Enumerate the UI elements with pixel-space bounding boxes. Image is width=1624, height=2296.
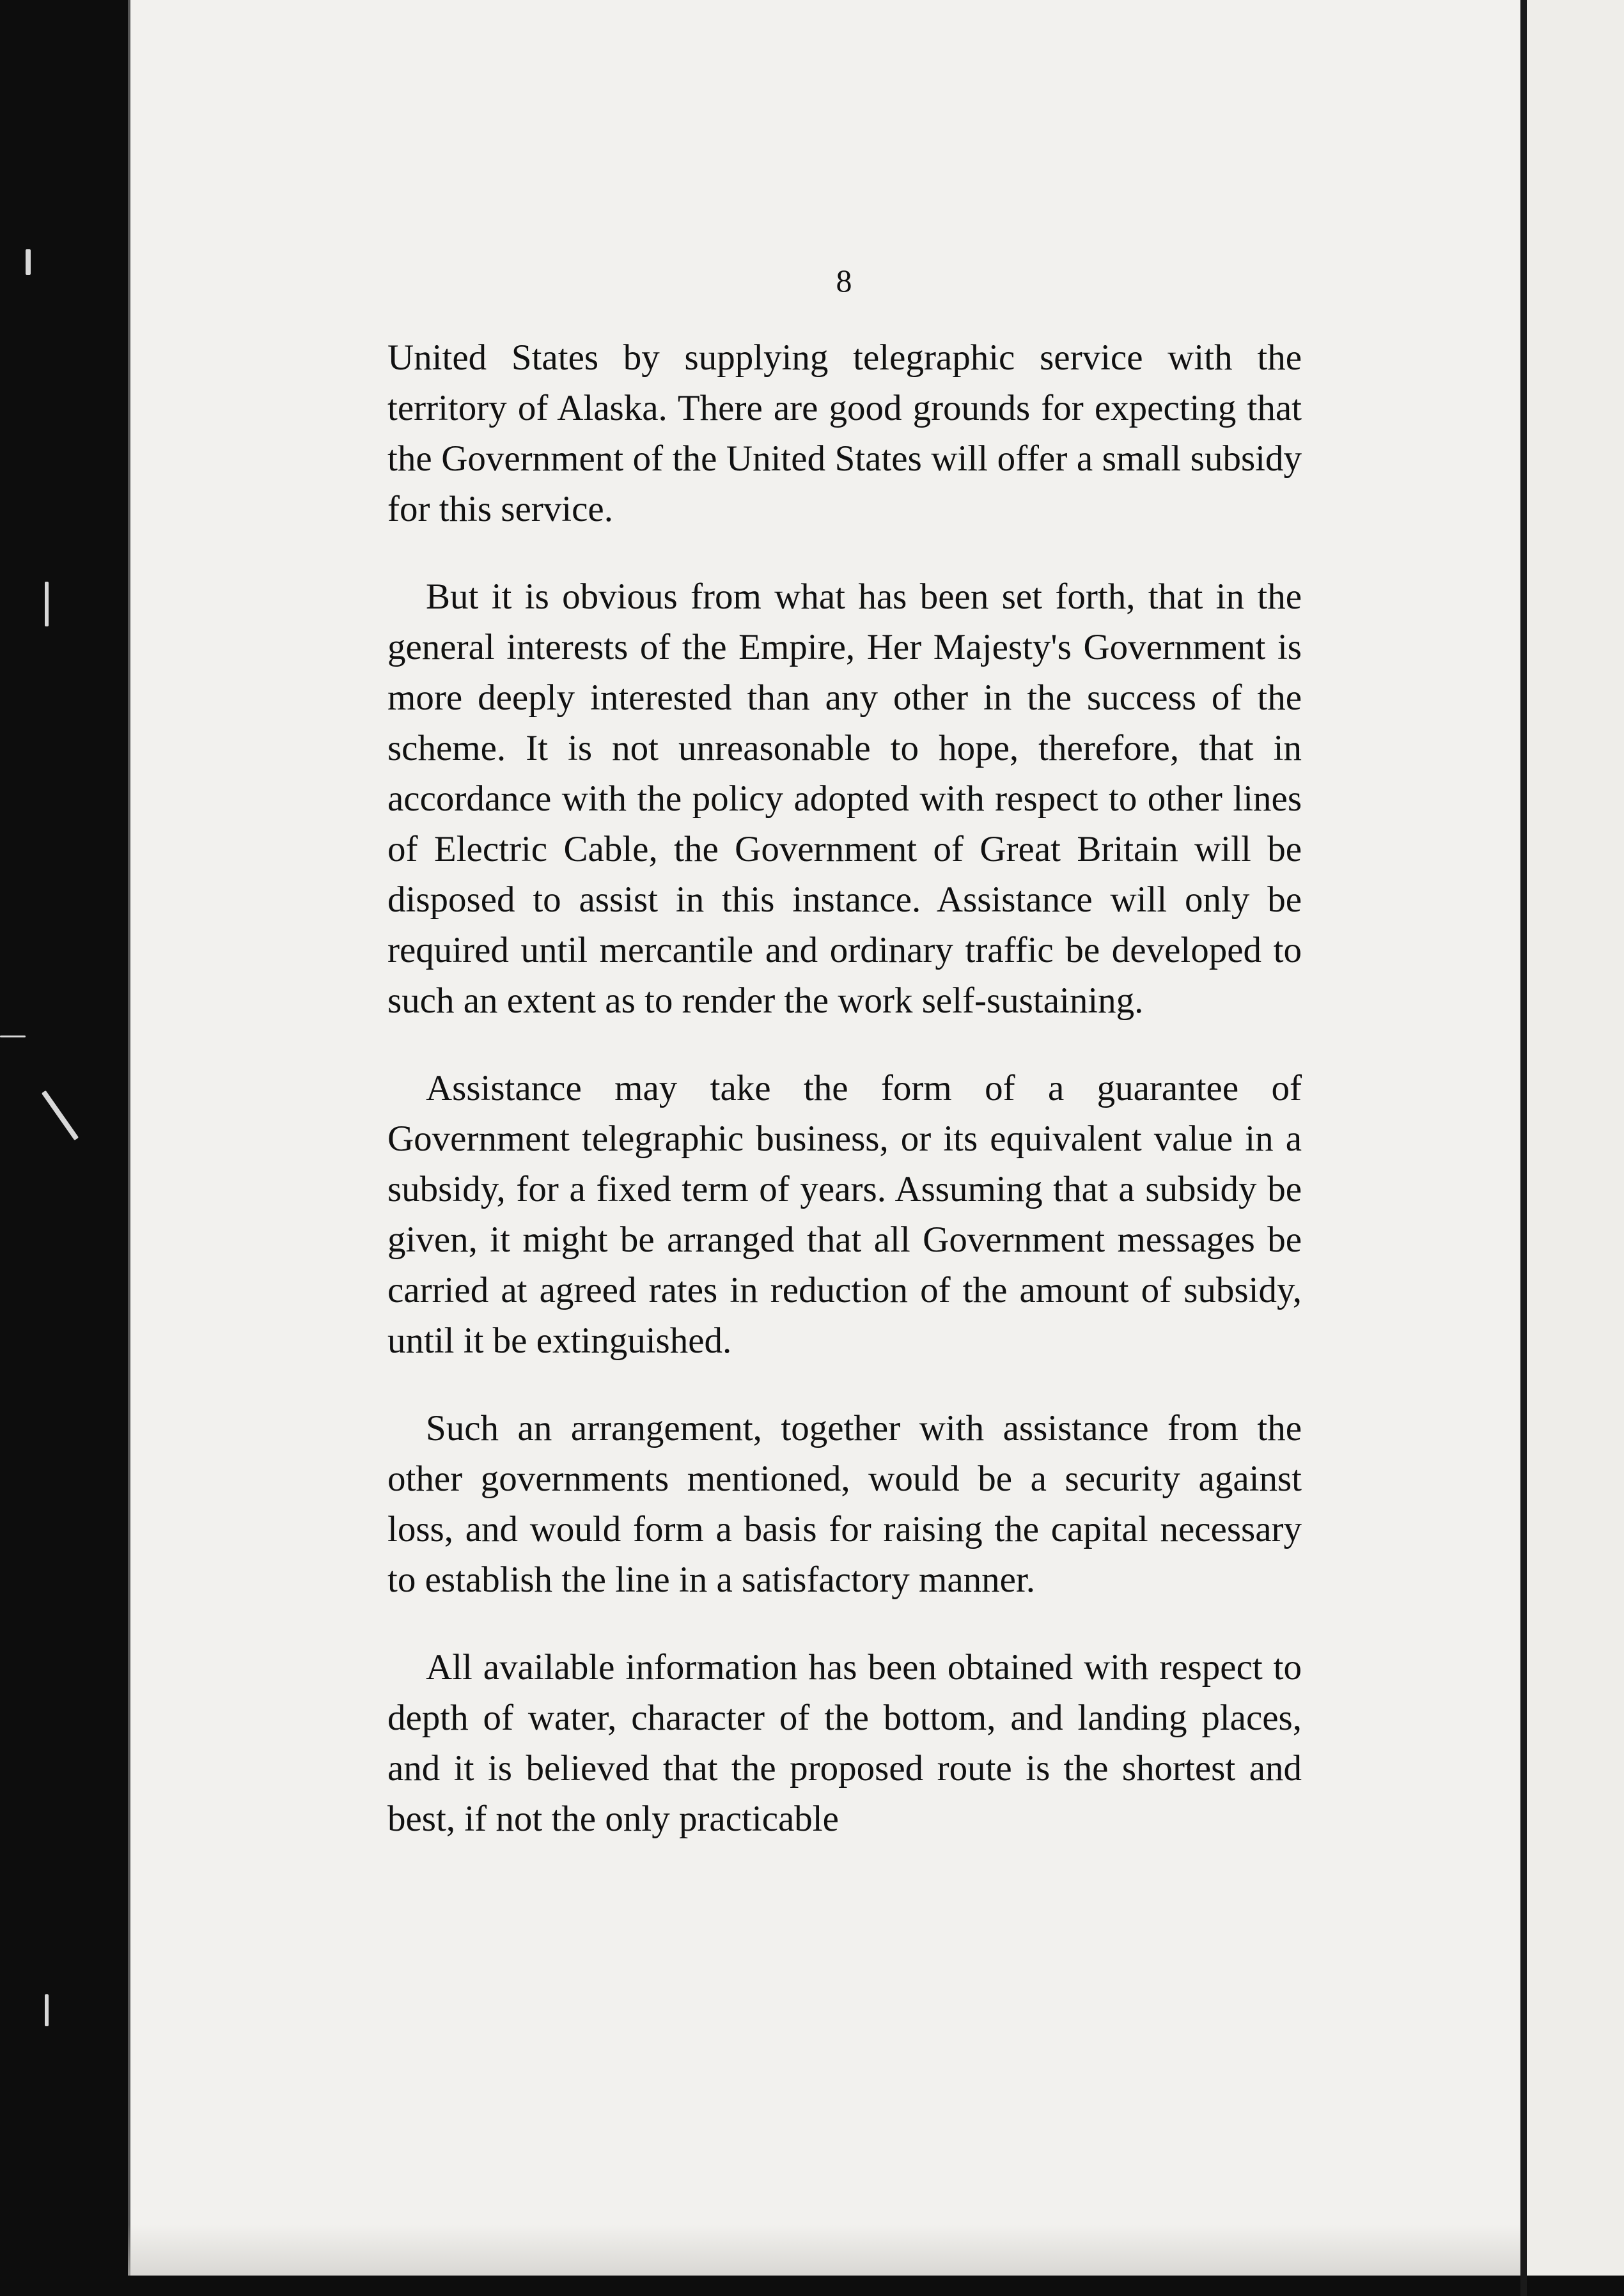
scan-speck bbox=[0, 1036, 26, 1037]
paragraph: But it is obvious from what has been set forth, that in the general interests of the Empire, Her Majesty's Government is more deeply interested than any other in the success of the scheme. It is not unreasonable to hope, therefore, that in accordance with the policy adopted with respect to other lines of Electric Cable, the Government of Great Britain will be disposed to assist in this instance. Assistance will only be required until mercantile and ordinary traffic be developed to such an extent as to render the work self-sustaining. bbox=[387, 577, 1302, 1021]
paragraph: All available information has been obtained with respect to depth of water, character of the bottom, and landing places, and it is believed that the proposed route is the shortest and best, if not the only practicable bbox=[387, 1647, 1302, 1839]
page-bottom-shadow bbox=[128, 2224, 1520, 2276]
scan-speck bbox=[42, 1090, 79, 1140]
facing-page-edge bbox=[1527, 0, 1624, 2276]
paragraph: Assistance may take the form of a guarantee of Government telegraphic business, or its equivalent value in a subsidy, for a fixed term of years. Assuming that a subsidy be given, it might be arranged that all Government messages be carried at agreed rates in reduction of the amount of subsidy, until it be extinguished. bbox=[387, 1068, 1302, 1361]
paragraph: United States by supplying telegraphic service with the territory of Alaska. There are good grounds for expecting that the Government of the United States will offer a small subsidy for this service. bbox=[387, 337, 1302, 529]
scan-speck bbox=[45, 582, 49, 626]
page-gutter bbox=[1520, 0, 1527, 2296]
body-text bbox=[387, 332, 1302, 1844]
paragraph: Such an arrangement, together with assistance from the other governments mentioned, would be a security against loss, and would form a basis for raising the capital necessary to establish the line in a satisfactory manner. bbox=[387, 1408, 1302, 1600]
scan-speck bbox=[45, 1994, 49, 2026]
scan-speck bbox=[26, 249, 31, 275]
page-number: 8 bbox=[836, 263, 852, 299]
